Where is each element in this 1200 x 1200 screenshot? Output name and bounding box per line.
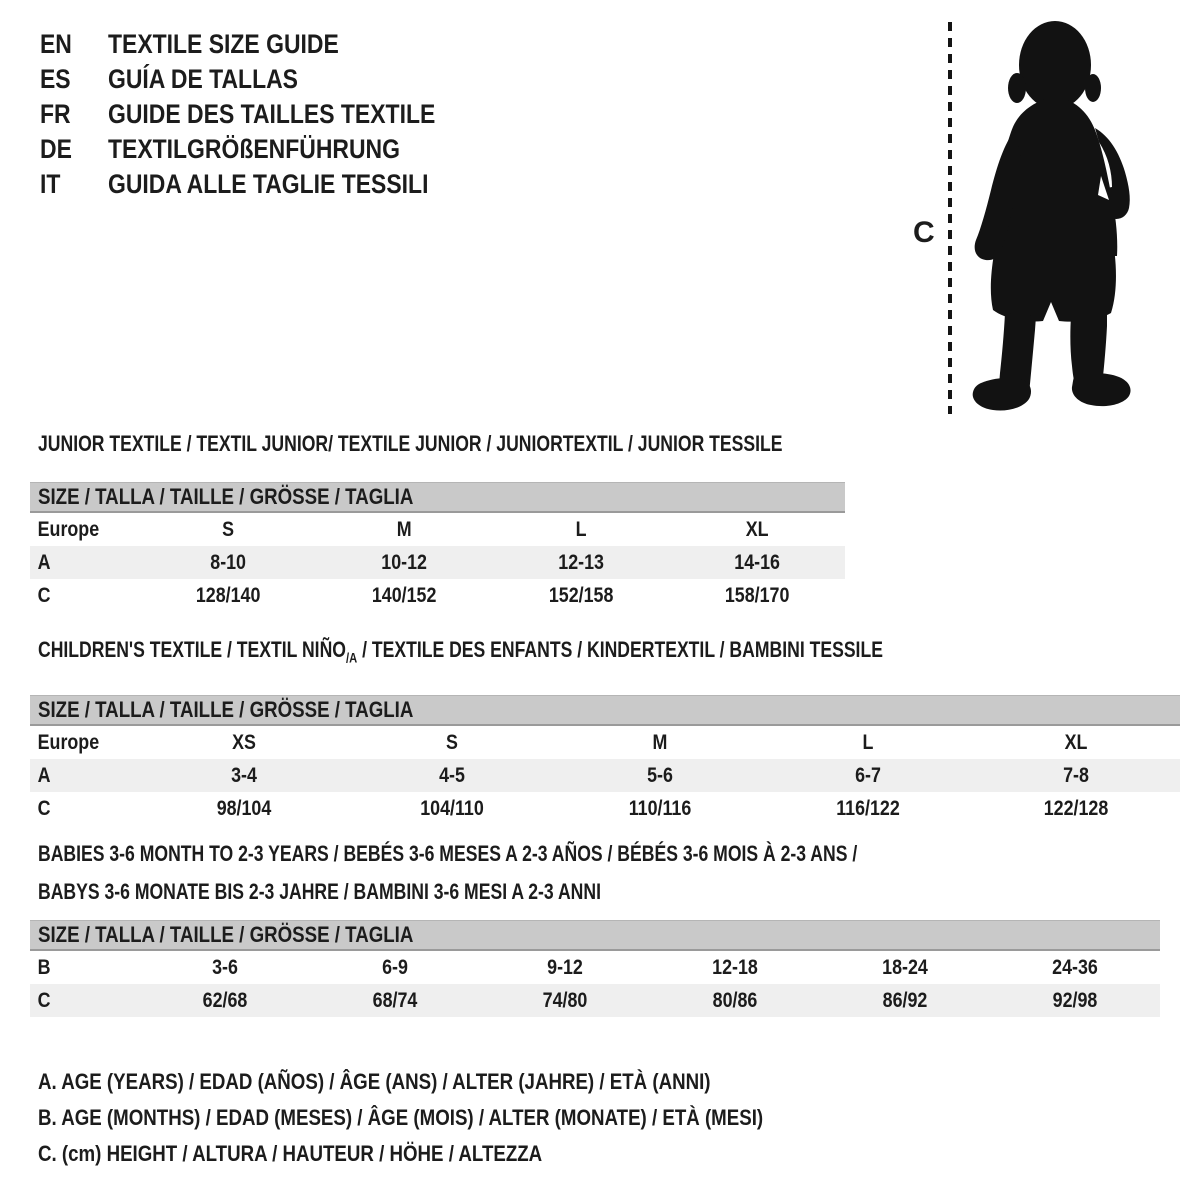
lang-code-fr: FR — [40, 99, 71, 129]
children-row-a-label: A — [37, 763, 51, 787]
lang-title-it: GUIDA ALLE TAGLIE TESSILI — [108, 169, 429, 199]
junior-row-c — [30, 579, 845, 612]
lang-title-en: TEXTILE SIZE GUIDE — [108, 29, 339, 59]
lang-title-es: GUÍA DE TALLAS — [108, 64, 298, 94]
lang-row-de — [40, 132, 493, 167]
children-col-l: L — [862, 730, 874, 754]
children-c-value: 104/110 — [420, 796, 484, 820]
babies-b-value: 12-18 — [712, 955, 758, 979]
babies-c-value: 62/68 — [202, 988, 248, 1012]
junior-size-header-text: SIZE / TALLA / TAILLE / GRÖSSE / TAGLIA — [38, 484, 414, 509]
lang-row-es — [40, 62, 493, 97]
children-row-a — [30, 759, 1180, 792]
babies-b-value: 6-9 — [382, 955, 408, 979]
height-measure-label: C — [913, 216, 935, 249]
toddler-silhouette-icon — [970, 18, 1142, 418]
junior-row-c-label: C — [37, 583, 51, 607]
junior-columns-row — [30, 513, 845, 546]
lang-title-fr: GUIDE DES TAILLES TEXTILE — [108, 99, 436, 129]
lang-code-it: IT — [40, 169, 61, 199]
legend-line-b: B. AGE (MONTHS) / EDAD (MESES) / ÂGE (MOIS) / ALTER (MONATE) / ETÀ (MESI) — [38, 1105, 764, 1130]
lang-code-es: ES — [40, 64, 71, 94]
children-c-value: 116/122 — [836, 796, 900, 820]
children-a-value: 6-7 — [855, 763, 881, 787]
lang-row-en — [40, 27, 493, 62]
children-row-c — [30, 792, 1180, 825]
children-title-sub: /A — [345, 649, 358, 666]
height-dashed-line — [948, 22, 952, 414]
children-a-value: 3-4 — [231, 763, 257, 787]
children-col-xl: XL — [1064, 730, 1088, 754]
lang-row-fr — [40, 97, 493, 132]
junior-title: JUNIOR TEXTILE / TEXTIL JUNIOR/ TEXTILE JUNIOR / JUNIORTEXTIL / JUNIOR TESSILE — [38, 431, 783, 456]
lang-code-en: EN — [40, 29, 72, 59]
children-size-header-text: SIZE / TALLA / TAILLE / GRÖSSE / TAGLIA — [38, 697, 414, 723]
babies-b-value: 3-6 — [212, 955, 238, 979]
babies-c-value: 68/74 — [372, 988, 418, 1012]
babies-c-value: 74/80 — [542, 988, 588, 1012]
babies-title-line2: BABYS 3-6 MONATE BIS 2-3 JAHRE / BAMBINI 3-6 MESI A 2-3 ANNI — [38, 879, 601, 904]
babies-row-c-label: C — [37, 988, 51, 1012]
junior-col-xl: XL — [745, 517, 769, 541]
junior-section — [30, 432, 845, 612]
babies-b-value: 9-12 — [547, 955, 583, 979]
junior-c-value: 158/170 — [724, 583, 790, 607]
children-section — [30, 638, 1180, 825]
junior-row-a-label: A — [37, 550, 51, 574]
junior-size-header — [30, 482, 845, 513]
junior-a-value: 10-12 — [381, 550, 428, 574]
lang-title-de: TEXTILGRÖßENFÜHRUNG — [108, 134, 400, 164]
measurement-legend — [30, 1064, 891, 1172]
children-region-label: Europe — [37, 730, 100, 754]
babies-row-b-label: B — [37, 955, 51, 979]
junior-col-l: L — [575, 517, 587, 541]
junior-col-m: M — [396, 517, 412, 541]
babies-c-value: 86/92 — [882, 988, 928, 1012]
babies-b-value: 18-24 — [882, 955, 928, 979]
children-a-value: 4-5 — [439, 763, 465, 787]
junior-c-value: 128/140 — [195, 583, 261, 607]
children-col-xs: XS — [232, 730, 256, 754]
children-col-m: M — [652, 730, 668, 754]
junior-c-value: 140/152 — [372, 583, 437, 607]
language-header — [40, 27, 493, 202]
babies-b-value: 24-36 — [1052, 955, 1098, 979]
junior-a-value: 8-10 — [210, 550, 246, 574]
junior-c-value: 152/158 — [548, 583, 613, 607]
children-a-value: 5-6 — [647, 763, 673, 787]
junior-row-a — [30, 546, 845, 579]
children-columns-row — [30, 726, 1180, 759]
children-c-value: 122/128 — [1043, 796, 1109, 820]
children-c-value: 110/116 — [628, 796, 692, 820]
children-row-c-label: C — [37, 796, 51, 820]
junior-a-value: 14-16 — [734, 550, 780, 574]
babies-title-line1: BABIES 3-6 MONTH TO 2-3 YEARS / BEBÉS 3-6 MESES A 2-3 AÑOS / BÉBÉS 3-6 MOIS À 2-3 ANS / — [38, 841, 858, 866]
babies-section — [30, 843, 1160, 1017]
legend-line-c: C. (cm) HEIGHT / ALTURA / HAUTEUR / HÖHE / ALTEZZA — [38, 1141, 543, 1166]
lang-row-it — [40, 167, 493, 202]
children-a-value: 7-8 — [1063, 763, 1089, 787]
junior-region-label: Europe — [37, 517, 100, 541]
lang-code-de: DE — [40, 134, 72, 164]
junior-col-s: S — [222, 517, 235, 541]
junior-a-value: 12-13 — [557, 550, 604, 574]
legend-line-a: A. AGE (YEARS) / EDAD (AÑOS) / ÂGE (ANS) / ALTER (JAHRE) / ETÀ (ANNI) — [38, 1069, 711, 1094]
children-size-header — [30, 695, 1180, 726]
babies-row-b — [30, 951, 1160, 984]
children-c-value: 98/104 — [216, 796, 272, 820]
babies-size-header-text: SIZE / TALLA / TAILLE / GRÖSSE / TAGLIA — [38, 922, 414, 947]
babies-c-value: 80/86 — [712, 988, 758, 1012]
children-col-s: S — [446, 730, 458, 754]
babies-row-c — [30, 984, 1160, 1017]
babies-size-header — [30, 920, 1160, 951]
children-title: CHILDREN'S TEXTILE / TEXTIL $NIÑO_{/A}$ / TEXTILE DES ENFANTS / KINDERTEXTIL / BAMBINI TESSILE — [38, 637, 883, 666]
babies-c-value: 92/98 — [1052, 988, 1098, 1012]
